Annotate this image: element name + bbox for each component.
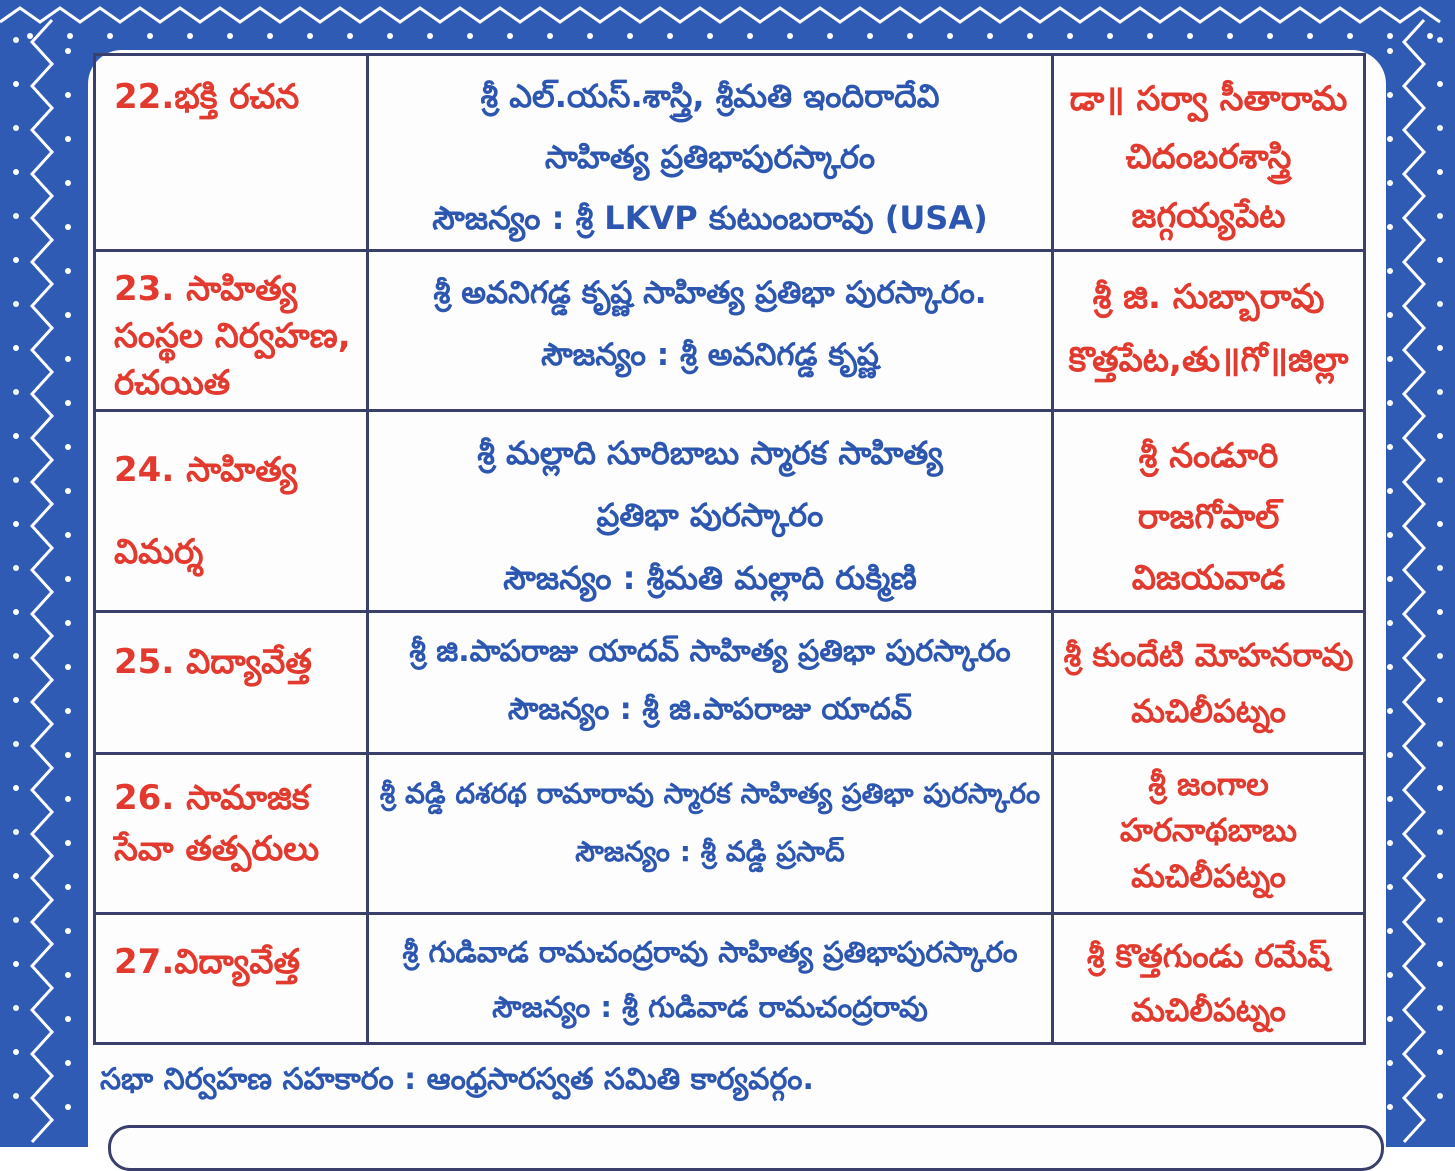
table-row <box>95 611 1365 753</box>
award-description: శ్రీ ఎల్.యస్.శాస్త్రి, శ్రీమతి ఇందిరాదేవి సాహిత్య ప్రతిభాపురస్కారం సౌజన్యం : శ్రీ LKVP కుటుంబరావు (USA) <box>368 55 1053 251</box>
award-category: 27.విద్యావేత్త <box>95 913 368 1043</box>
award-description: శ్రీ జి.పాపరాజు యాదవ్ సాహిత్య ప్రతిభా పురస్కారం సౌజన్యం : శ్రీ జి.పాపరాజు యాదవ్ <box>368 611 1053 753</box>
award-recipient: శ్రీ జి. సుబ్బారావు కొత్తపేట,తు॥గో॥జిల్లా <box>1053 251 1365 411</box>
award-recipient: డా॥ సర్వా సీతారామ చిదంబరశాస్త్రి జగ్గయ్యపేట <box>1053 55 1365 251</box>
award-category: 22.భక్తి రచన <box>95 55 368 251</box>
awards-table <box>93 53 1366 1045</box>
award-category: 23. సాహిత్య సంస్థల నిర్వహణ, రచయిత <box>95 251 368 411</box>
table-row <box>95 55 1365 251</box>
award-recipient: శ్రీ జంగాల హరనాథబాబు మచిలీపట్నం <box>1053 753 1365 913</box>
table-row <box>95 753 1365 913</box>
next-section-box <box>108 1125 1384 1171</box>
award-description: శ్రీ వడ్డి దశరథ రామారావు స్మారక సాహిత్య ప్రతిభా పురస్కారం సౌజన్యం : శ్రీ వడ్డి ప్రసాద్ <box>368 753 1053 913</box>
footer-note: సభా నిర్వహణ సహకారం : ఆంధ్రసారస్వత సమితి కార్యవర్గం. <box>100 1062 814 1097</box>
award-category: 24. సాహిత్య విమర్శ <box>95 411 368 612</box>
award-description: శ్రీ మల్లాది సూరిబాబు స్మారక సాహిత్య ప్రతిభా పురస్కారం సౌజన్యం : శ్రీమతి మల్లాది రుక్మిణి <box>368 411 1053 612</box>
award-description: శ్రీ అవనిగడ్డ కృష్ణ సాహిత్య ప్రతిభా పురస్కారం. సౌజన్యం : శ్రీ అవనిగడ్డ కృష్ణ <box>368 251 1053 411</box>
award-recipient: శ్రీ నండూరి రాజగోపాల్ విజయవాడ <box>1053 411 1365 612</box>
award-recipient: శ్రీ కుందేటి మోహనరావు మచిలీపట్నం <box>1053 611 1365 753</box>
award-description: శ్రీ గుడివాడ రామచంద్రరావు సాహిత్య ప్రతిభాపురస్కారం సౌజన్యం : శ్రీ గుడివాడ రామచంద్రరావు <box>368 913 1053 1043</box>
award-category: 26. సామాజిక సేవా తత్పరులు <box>95 753 368 913</box>
table-row <box>95 913 1365 1043</box>
table-row <box>95 251 1365 411</box>
award-category: 25. విద్యావేత్త <box>95 611 368 753</box>
table-row <box>95 411 1365 612</box>
award-recipient: శ్రీ కొత్తగుండు రమేష్ మచిలీపట్నం <box>1053 913 1365 1043</box>
